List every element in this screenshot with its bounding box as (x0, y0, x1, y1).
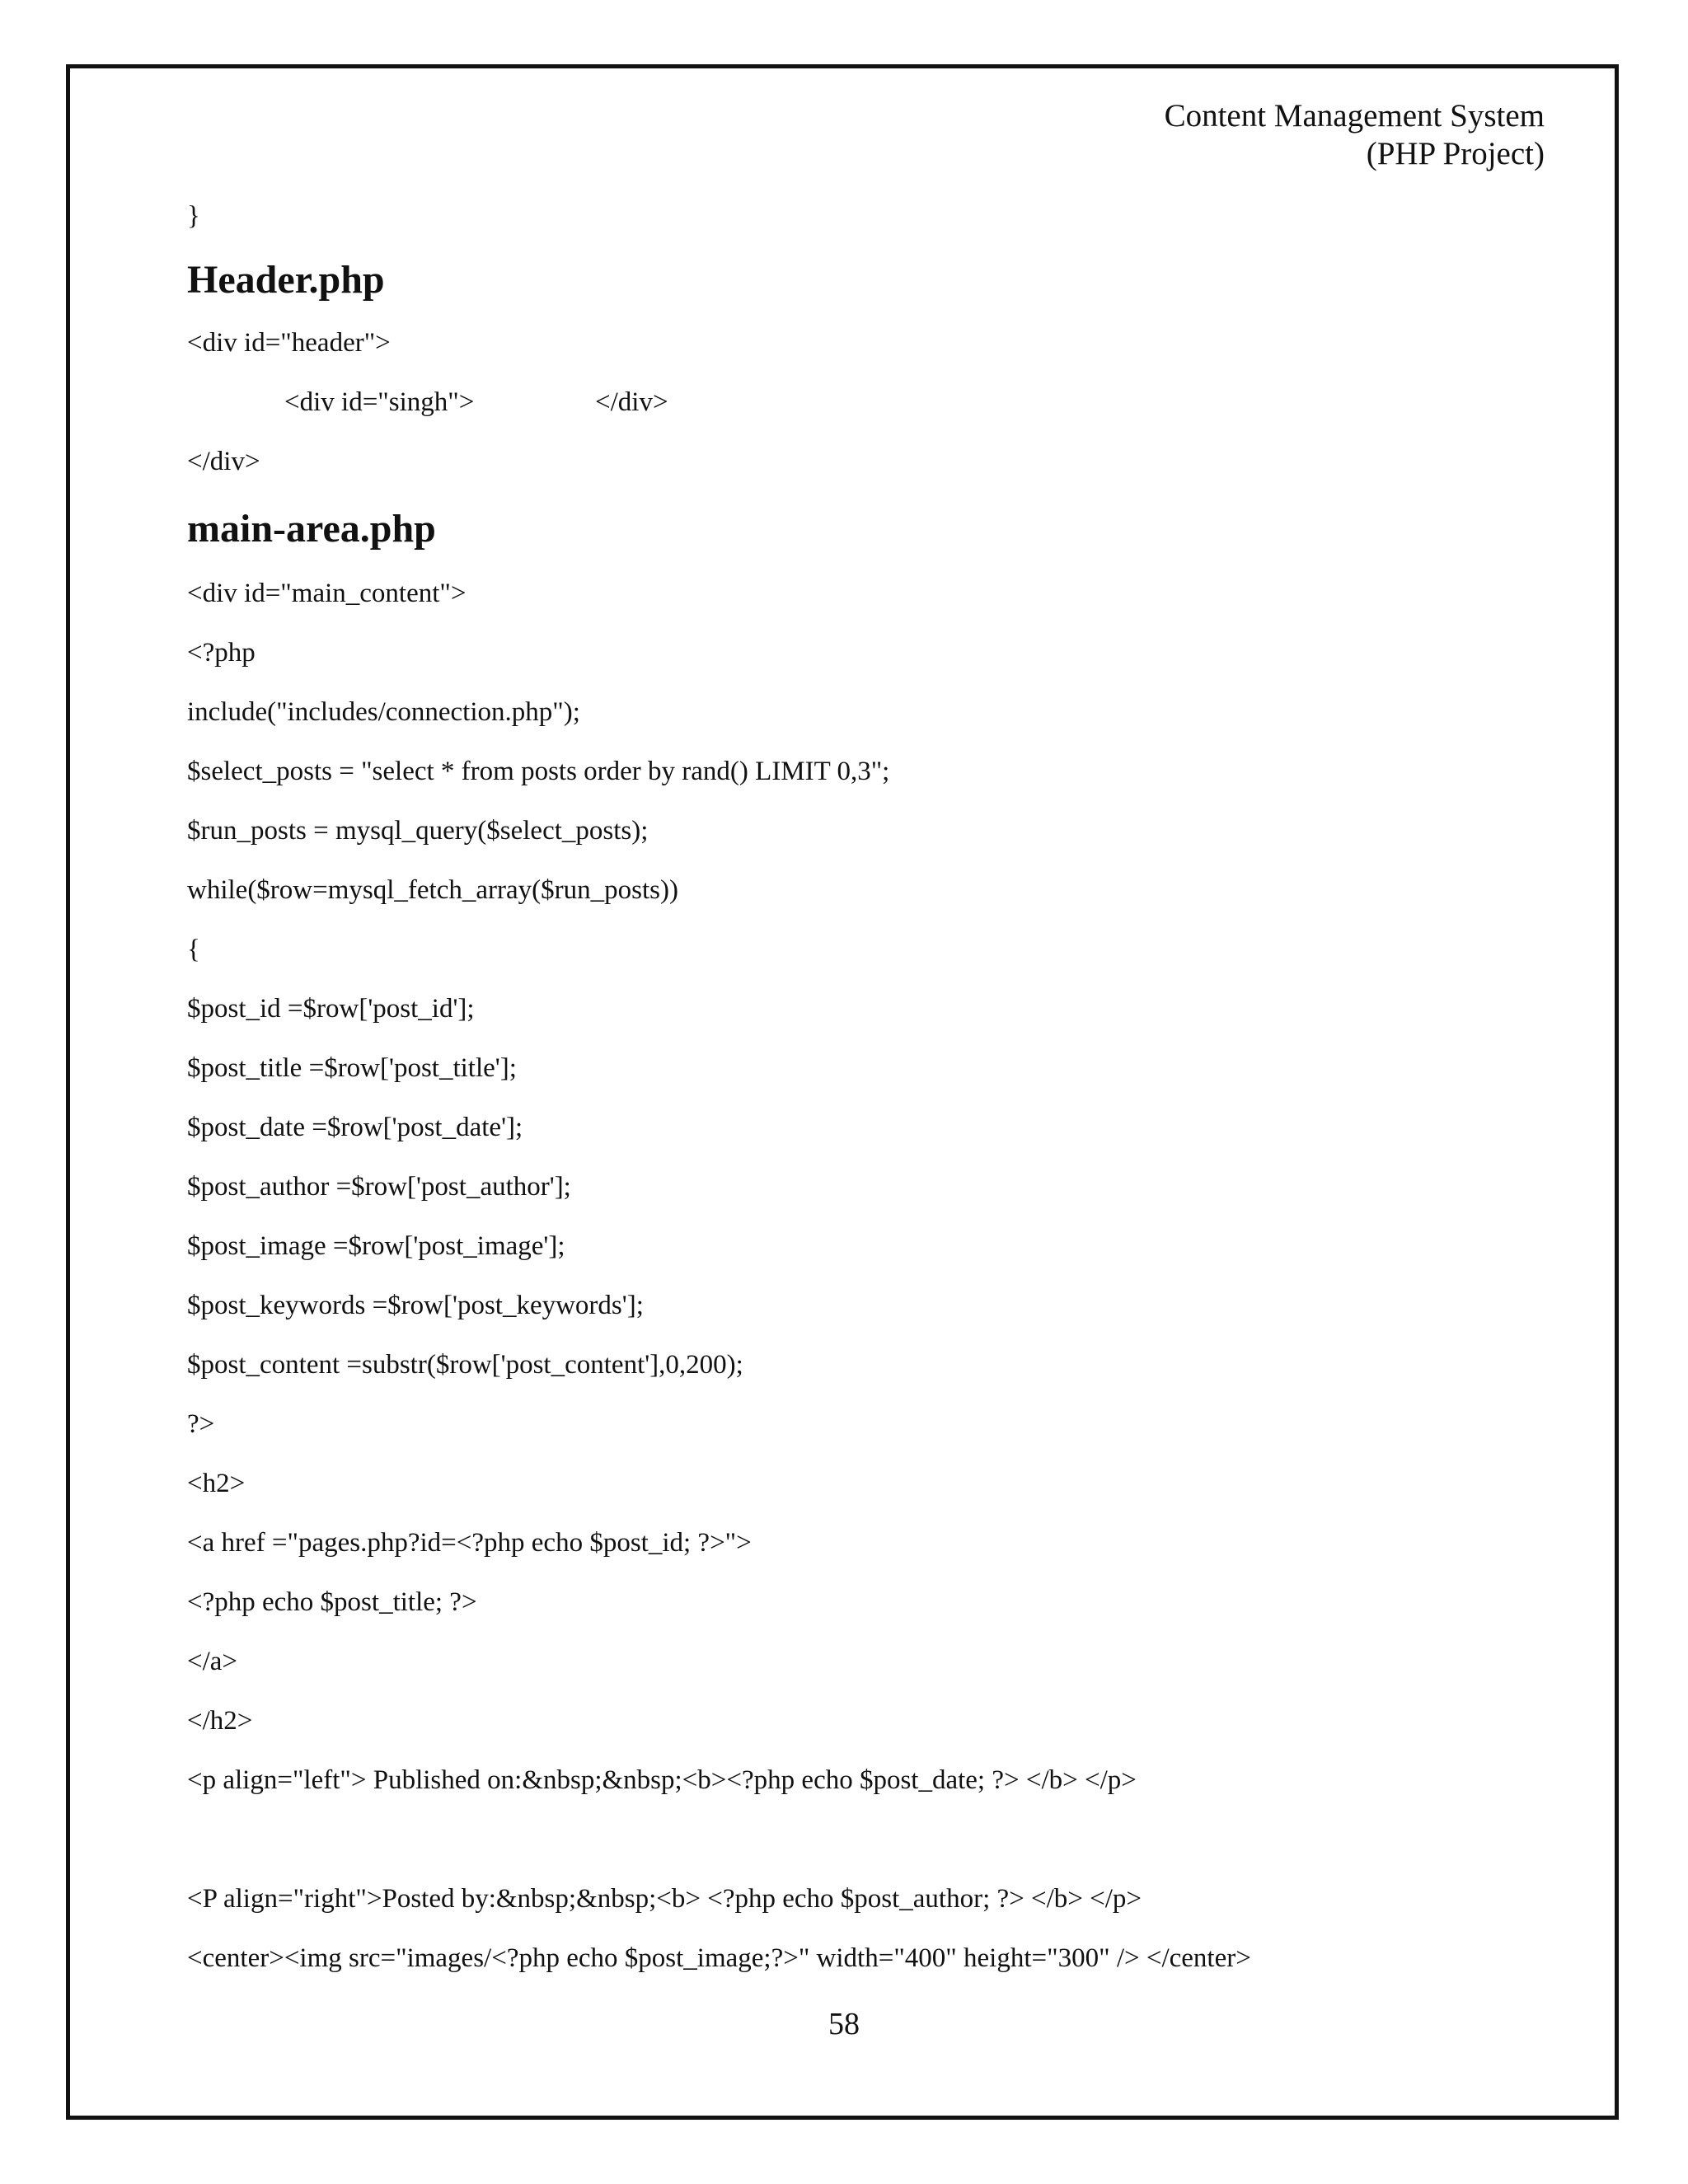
code-line: <a href ="pages.php?id=<?php echo $post_id; ?>"> (187, 1528, 752, 1558)
code-line: $post_author =$row['post_author']; (187, 1172, 571, 1202)
code-line: ?> (187, 1409, 215, 1439)
code-line: </a> (187, 1647, 238, 1676)
code-line: <?php echo $post_title; ?> (187, 1587, 477, 1617)
closing-brace: } (187, 201, 200, 231)
code-line: <div id="header"> (187, 328, 391, 358)
running-header (1165, 97, 1545, 173)
main-area-php-heading: main-area.php (187, 507, 436, 551)
code-line: <div id="singh"> (284, 387, 475, 417)
code-line: </h2> (187, 1706, 253, 1736)
code-line: $run_posts = mysql_query($select_posts); (187, 816, 649, 846)
code-line: <P align="right">Posted by:&nbsp;&nbsp;<b> <?php echo $post_author; ?> </b> </p> (187, 1884, 1142, 1914)
code-line: include("includes/connection.php"); (187, 697, 580, 727)
header-title: Content Management System (1164, 98, 1545, 134)
code-line: while($row=mysql_fetch_array($run_posts)) (187, 875, 678, 905)
code-line: </div> (187, 447, 260, 476)
code-line: <?php (187, 638, 256, 668)
page-number: 58 (828, 2007, 860, 2041)
page-border (66, 64, 1619, 2120)
code-line: $post_title =$row['post_title']; (187, 1053, 517, 1083)
code-line: $post_date =$row['post_date']; (187, 1113, 523, 1142)
code-line: $post_content =substr($row['post_content'],0,200); (187, 1350, 743, 1380)
code-line: $select_posts = "select * from posts order by rand() LIMIT 0,3"; (187, 757, 890, 786)
code-line: $post_id =$row['post_id']; (187, 994, 475, 1024)
code-line: $post_keywords =$row['post_keywords']; (187, 1291, 644, 1320)
code-line: { (187, 935, 200, 964)
code-line: <div id="main_content"> (187, 579, 467, 608)
code-line: <center><img src="images/<?php echo $post_image;?>" width="400" height="300" /> </center> (187, 1943, 1251, 1973)
code-line: <p align="left"> Published on:&nbsp;&nbsp;<b><?php echo $post_date; ?> </b> </p> (187, 1765, 1137, 1795)
code-line: <h2> (187, 1469, 246, 1498)
header-php-heading: Header.php (187, 258, 385, 302)
header-subtitle: (PHP Project) (1366, 136, 1545, 171)
code-line: $post_image =$row['post_image']; (187, 1231, 565, 1261)
code-line: </div> (595, 387, 668, 417)
